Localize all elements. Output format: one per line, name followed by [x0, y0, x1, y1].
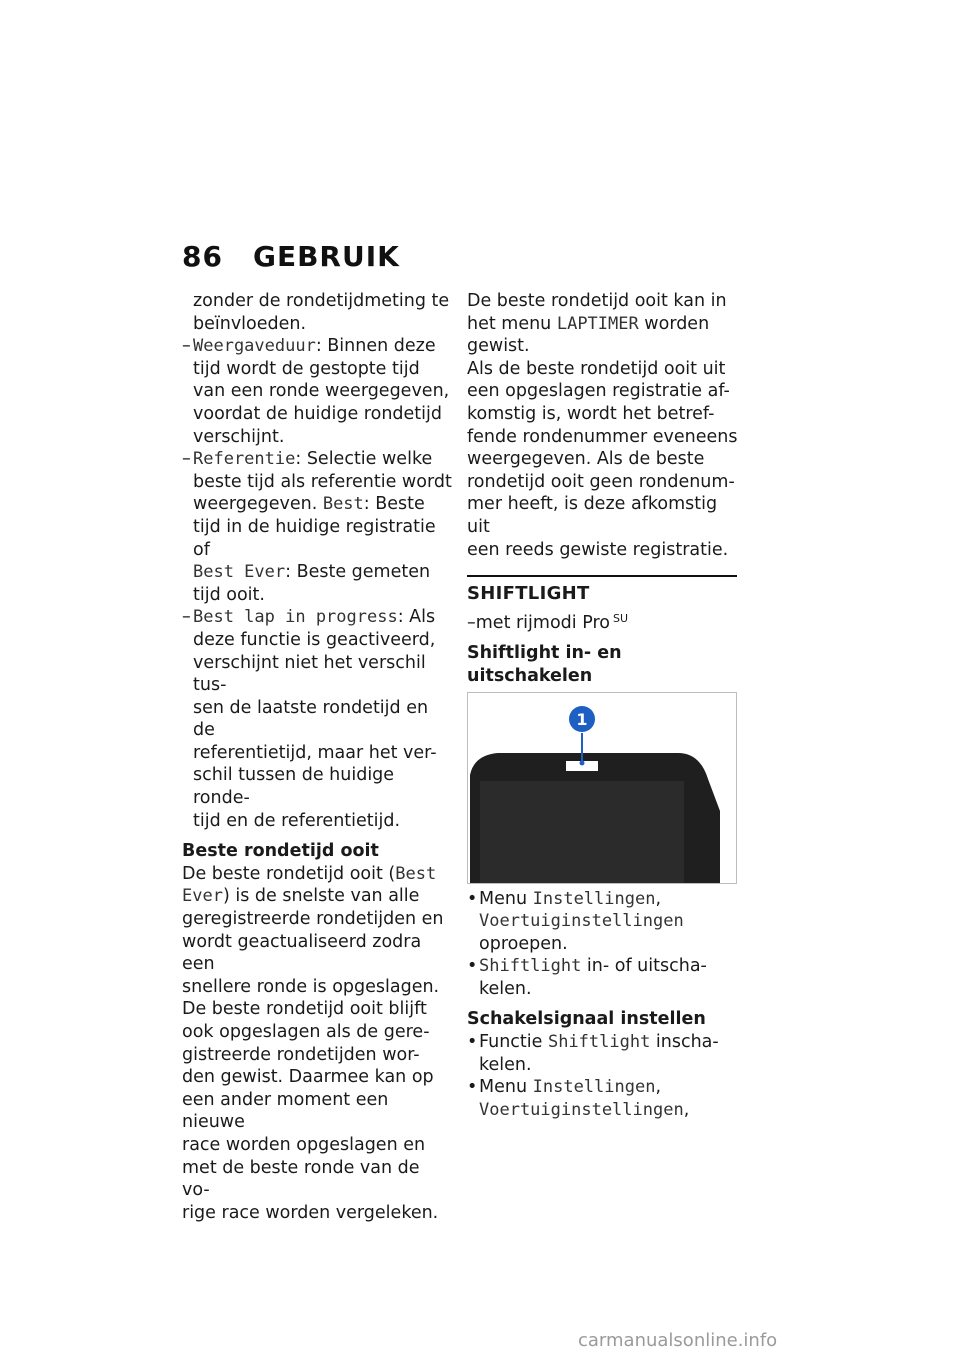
text-span: , [655, 1077, 662, 1098]
text-line: komstig is, wordt het betref- [467, 403, 715, 424]
text-line: oproepen. [479, 933, 568, 954]
callout-number: 1 [576, 709, 588, 729]
intro-text [182, 290, 452, 335]
list-item-menu-instellingen [467, 888, 739, 956]
subheading-schakelsignaal: Schakelsignaal instellen [467, 1009, 706, 1030]
text-line: tijd wordt de gestopte tijd [193, 358, 420, 379]
text-span: : Beste gemeten [285, 562, 431, 583]
text-line: referentietijd, maar het ver- [193, 742, 437, 763]
text-line: snellere ronde is opgeslagen. [182, 976, 440, 997]
text-span: Functie [479, 1032, 548, 1053]
right-column [467, 290, 739, 1121]
chapter-title: GEBRUIK [252, 240, 400, 273]
bullet-marker: • [467, 956, 478, 977]
menu-term: LAPTIMER [556, 313, 639, 334]
bullet-marker: • [467, 888, 478, 909]
mode-superscript: SU [612, 611, 629, 625]
page-header [182, 240, 400, 273]
subheading-shiftlight-toggle: Shiftlight in- en uitschakelen [467, 643, 622, 686]
text-line: tijd in de huidige registratie of [193, 516, 436, 560]
text-line: sen de laatste rondetijd en de [193, 697, 429, 741]
mode-line [467, 608, 739, 635]
menu-term: Voertuiginstellingen [479, 911, 684, 932]
text-line: van een ronde weergegeven, [193, 381, 450, 402]
text-line: een reeds gewiste registratie. [467, 539, 729, 560]
text-line: tijd en de referentietijd. [193, 810, 401, 831]
menu-term: Weergaveduur [193, 336, 316, 357]
text-span: , [683, 1099, 690, 1120]
text-span: Menu [479, 1077, 533, 1098]
text-line: met de beste ronde van de vo- [182, 1157, 420, 1201]
text-line: een opgeslagen registratie af- [467, 381, 730, 402]
dash-marker: – [182, 607, 191, 628]
menu-term: Best [322, 494, 364, 515]
text-span: in- of uitscha- [581, 956, 707, 977]
section-divider [467, 575, 737, 577]
text-span: : Selectie welke [295, 449, 433, 470]
text-line: mer heeft, is deze afkomstig uit [467, 494, 718, 537]
text-span: ) is de snelste van alle [222, 886, 420, 907]
list-item-best-lap [182, 606, 452, 832]
text-line: fende rondenummer eveneens [467, 426, 738, 447]
paragraph-laptimer [467, 290, 739, 358]
text-line: gistreerde rondetijden wor- [182, 1044, 420, 1065]
menu-term: Shiftlight [479, 956, 582, 977]
text-line: voordat de huidige rondetijd [193, 403, 442, 424]
text-span: : Beste [363, 494, 425, 515]
dash-marker: – [182, 336, 191, 357]
section-title-shiftlight: SHIFTLIGHT [467, 583, 590, 605]
subheading-beste-rondetijd: Beste rondetijd ooit [182, 841, 379, 862]
text-line: beste tijd als referentie wordt [193, 471, 452, 492]
text-line: geregistreerde rondetijden en [182, 909, 444, 930]
paragraph-blijft-opgeslagen [182, 998, 452, 1224]
menu-term: Ever [182, 886, 223, 907]
menu-term: Shiftlight [547, 1032, 651, 1053]
text-span: –met rijmodi Pro [467, 612, 610, 633]
text-line: een ander moment een nieuwe [182, 1089, 389, 1133]
menu-term: Instellingen [532, 888, 656, 909]
text-line: tijd ooit. [193, 584, 265, 605]
text-line: rondetijd ooit geen rondenum- [467, 471, 735, 492]
text-line: den gewist. Daarmee kan op [182, 1067, 434, 1088]
menu-term: Best lap in progress [193, 607, 398, 628]
list-item-functie-shiftlight [467, 1031, 739, 1076]
bullet-marker: • [467, 1077, 478, 1098]
text-span: Menu [479, 888, 533, 909]
menu-term: Best Ever [193, 562, 286, 583]
text-line: rige race worden vergeleken. [182, 1202, 439, 1223]
text-span: inscha- [650, 1032, 719, 1053]
bullet-marker: • [467, 1032, 478, 1053]
text-line: race worden opgeslagen en [182, 1134, 426, 1155]
text-line: kelen. [479, 1054, 532, 1075]
text-line: De beste rondetijd ooit blijft [182, 999, 427, 1020]
text-line: beïnvloeden. [193, 313, 307, 334]
menu-term: Best [395, 863, 437, 884]
menu-term: Instellingen [532, 1077, 656, 1098]
menu-term: Referentie [193, 449, 296, 470]
paragraph-beste-rondetijd [182, 863, 452, 999]
list-item-shiftlight-toggle [467, 955, 739, 1000]
watermark: carmanualsonline.info [578, 1330, 778, 1351]
text-span: De beste rondetijd ooit ( [182, 863, 396, 884]
page-number: 86 [182, 240, 223, 273]
text-line: De beste rondetijd ooit kan in [467, 291, 727, 311]
text-line: schil tussen de huidige ronde- [193, 765, 395, 809]
text-span: , [655, 888, 662, 909]
text-span: weergegeven. [193, 494, 323, 515]
text-span: worden [638, 313, 710, 334]
menu-term: Voertuiginstellingen [479, 1099, 684, 1120]
tft-display-illustration [468, 693, 737, 884]
text-line: weergegeven. Als de beste [467, 449, 705, 470]
text-line: ook opgeslagen als de gere- [182, 1022, 430, 1042]
text-line: deze functie is geactiveerd, [193, 629, 436, 650]
text-span: : Als [397, 607, 436, 628]
list-item-weergaveduur [182, 335, 452, 448]
text-line: wordt geactualiseerd zodra een [182, 931, 422, 975]
paragraph-registratie [467, 358, 739, 561]
text-line: Als de beste rondetijd ooit uit [467, 358, 726, 379]
dash-marker: – [182, 449, 191, 470]
list-item-referentie [182, 448, 452, 606]
left-column [182, 290, 452, 1224]
text-line: verschijnt. [193, 426, 285, 447]
text-line: gewist. [467, 336, 530, 357]
text-line: kelen. [479, 978, 532, 999]
text-line: verschijnt niet het verschil tus- [193, 652, 426, 696]
dashboard-figure [467, 692, 737, 884]
text-span: het menu [467, 313, 557, 334]
list-item-menu-instellingen-2 [467, 1076, 739, 1121]
text-line: zonder de rondetijdmeting te [193, 291, 450, 311]
text-span: : Binnen deze [315, 336, 436, 357]
